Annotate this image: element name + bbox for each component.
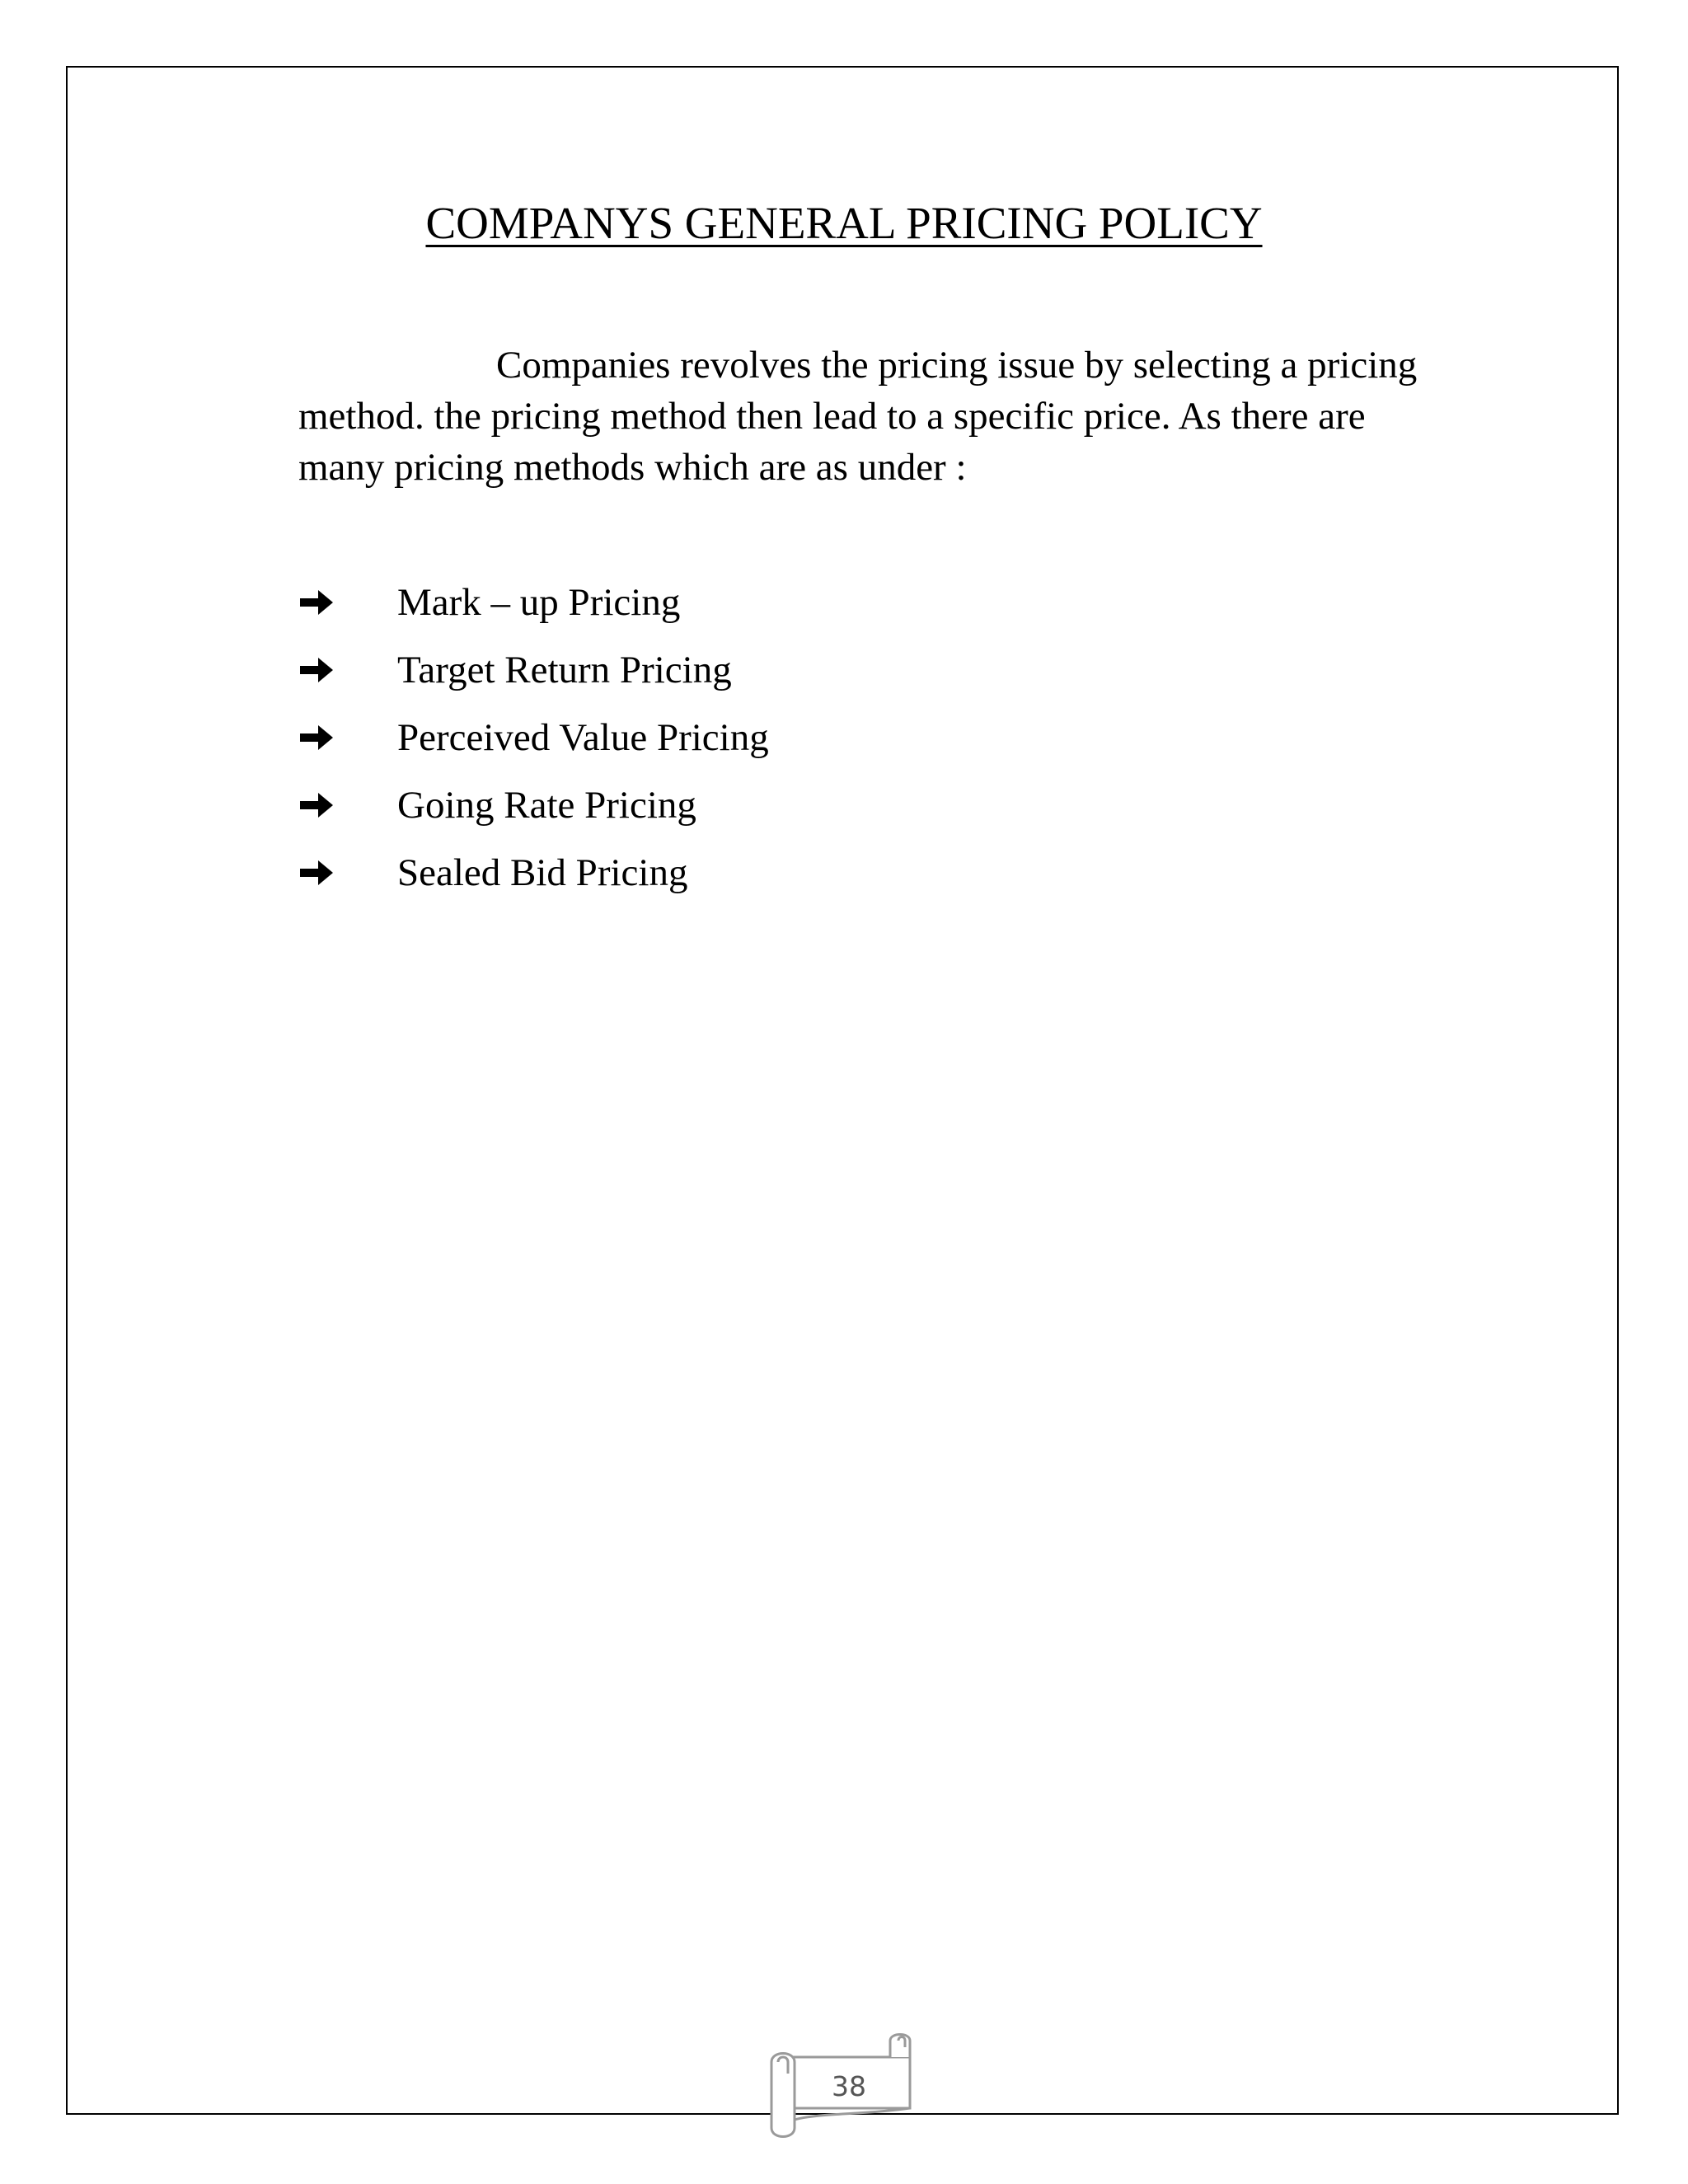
arrow-right-icon — [298, 791, 335, 819]
intro-paragraph: Companies revolves the pricing issue by selecting a pricing method. the pricing method then lead to a specific price. As there are many pricing methods which are as under : — [298, 344, 1418, 489]
page-number: 38 — [832, 2070, 866, 2102]
arrow-right-icon — [298, 588, 335, 616]
arrow-right-icon — [298, 724, 335, 752]
page-title — [0, 194, 1688, 252]
list-item-label: Mark – up Pricing — [397, 581, 681, 624]
arrow-right-icon — [298, 656, 335, 684]
list-item-label: Going Rate Pricing — [397, 784, 696, 827]
arrow-right-icon — [298, 859, 335, 887]
page-title-text: COMPANYS GENERAL PRICING POLICY — [425, 198, 1263, 248]
list-item-label: Sealed Bid Pricing — [397, 851, 688, 894]
list-item-label: Perceived Value Pricing — [397, 716, 769, 759]
list-item-label: Target Return Pricing — [397, 649, 732, 691]
